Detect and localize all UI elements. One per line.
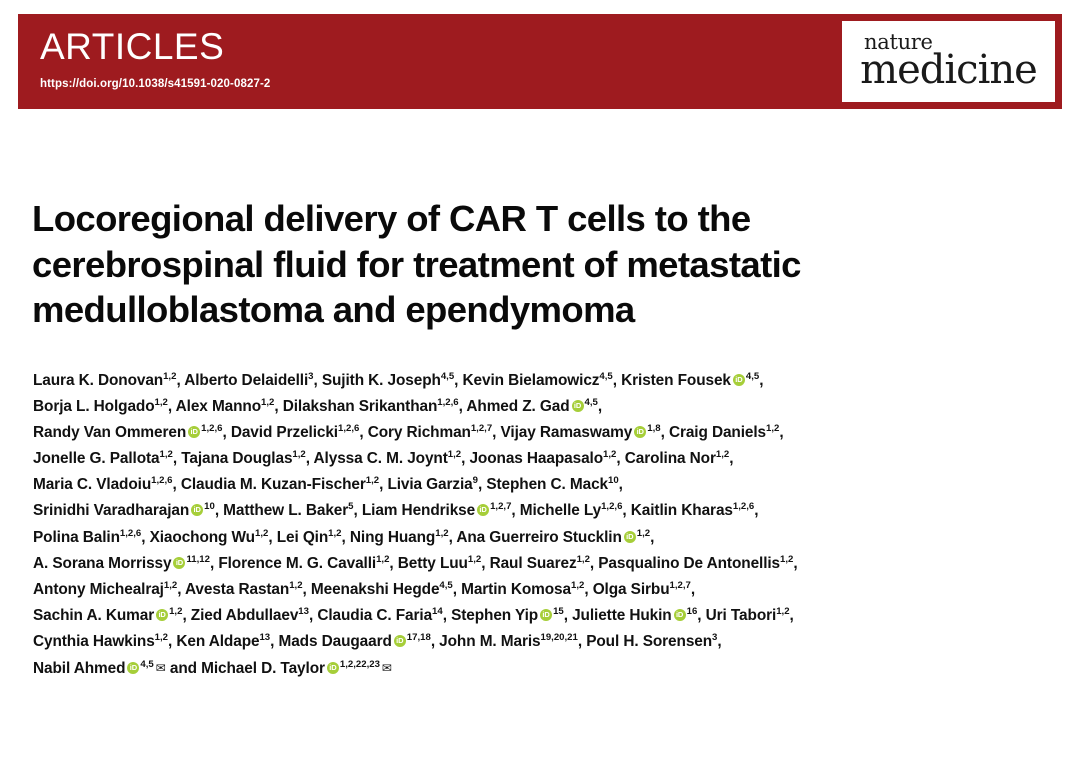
author-name[interactable]: Ning Huang [349,528,436,546]
author-affiliation-marker: 1,2 [365,475,380,487]
author-affiliation-marker: 1,2 [328,527,342,539]
author-name[interactable]: John M. Maris [439,632,541,650]
author-affiliation-marker: 1,2,7 [669,579,691,591]
author-affiliation-marker: 13 [298,605,309,617]
title-line-2: cerebrospinal fluid for treatment of metastatic [32,243,801,285]
author-list [33,368,1053,682]
author-affiliation-marker: 4,5 [140,658,154,670]
doi-link[interactable]: https://doi.org/10.1038/s41591-020-0827-2 [40,77,271,90]
author-affiliation-marker: 4,5 [440,370,455,382]
orcid-icon[interactable] [733,374,745,386]
author-affiliation-marker: 1,2 [435,527,449,539]
author-line: Antony Michealraj$^{1,2}$, Avesta Rastan$^{1,2}$, Meenakshi Hegde$^{4,5}$, Martin Komosa$^{1,2}$, Olga Sirbu$^{1,2,7}$, [33,579,696,598]
author-name[interactable]: Cynthia Hawkins [33,632,155,650]
author-affiliation-marker: 1,8 [647,423,661,435]
author-affiliation-marker: 4,5 [584,396,598,408]
author-name[interactable]: Borja L. Holgado [33,398,155,416]
author-name[interactable]: Liam Hendrikse [361,502,476,520]
author-name[interactable]: Zied Abdullaev [190,606,299,624]
orcid-icon[interactable] [540,609,552,621]
author-affiliation-marker: 1,2,6 [337,423,360,435]
author-name[interactable]: Ana Guerreiro Stucklin [456,528,622,546]
orcid-icon[interactable] [394,635,406,647]
author-name[interactable]: Alberto Delaidelli [184,372,309,389]
author-affiliation-marker: 1,2,6 [151,475,173,487]
orcid-icon[interactable] [477,504,489,516]
author-affiliation-marker: 17,18 [406,631,431,643]
author-line: Nabil Ahmed iD $^{4,5}$ ✉ and Michael D. Taylor iD $^{1,2,22,23}$ ✉ [33,655,1053,682]
author-line: Polina Balin$^{1,2,6}$, Xiaochong Wu$^{1,2}$, Lei Qin$^{1,2}$, Ning Huang$^{1,2}$, Ana Guerreiro Stucklin iD $^{1,2}$, [33,525,1053,551]
author-affiliation-marker: 10 [608,475,619,487]
author-name[interactable]: Betty Luu [397,554,468,572]
author-name[interactable]: Vijay Ramaswamy [500,424,633,442]
author-affiliation-marker: 4,5 [439,579,453,591]
author-name[interactable]: Laura K. Donovan [33,372,164,389]
orcid-icon[interactable] [327,662,339,674]
author-affiliation-marker: 1,2 [255,527,269,539]
orcid-icon[interactable] [191,504,203,516]
author-name[interactable]: David Przelicki [230,424,338,442]
author-affiliation-marker: 10 [204,501,215,513]
title-line-1: Locoregional delivery of CAR T cells to the [32,198,751,240]
author-name[interactable]: Ken Aldape [176,632,260,650]
author-name[interactable]: Livia Garzia [387,476,473,494]
author-affiliation-marker: 1,2 [636,527,651,539]
author-affiliation-marker: 1,2 [467,553,482,565]
author-name[interactable]: Claudia M. Kuzan-Fischer [180,476,366,494]
author-name[interactable]: Kristen Fousek [621,372,731,389]
author-name[interactable]: Avesta Rastan [184,580,290,598]
author-name[interactable]: Joonas Haapasalo [469,450,604,468]
author-affiliation-marker: 1,2 [154,396,168,408]
author-affiliation-marker: 9 [472,475,478,487]
author-name[interactable]: Meenakshi Hegde [310,580,440,598]
author-affiliation-marker: 1,2 [766,423,780,435]
author-affiliation-marker: 1,2,7 [470,423,493,435]
author-name[interactable]: Sachin A. Kumar [33,606,155,624]
author-affiliation-marker: 1,2,7 [490,501,512,513]
author-affiliation-marker: 1,2 [776,605,790,617]
author-affiliation-marker: 1,2 [447,449,462,461]
author-affiliation-marker: 3 [308,370,314,382]
author-affiliation-marker: 1,2 [289,579,303,591]
author-line: A. Sorana Morrissy iD $^{11,12}$, Florence M. G. Cavalli$^{1,2}$, Betty Luu$^{1,2}$, Raul Suarez$^{1,2}$, Pasqualino De Antonellis$^{1,2}$, [33,551,1053,577]
author-affiliation-marker: 1,2,22,23 [339,658,380,670]
author-affiliation-marker: 1,2 [570,579,585,591]
author-affiliation-marker: 1,2 [163,370,177,382]
author-name[interactable]: Polina Balin [33,528,120,546]
author-affiliation-marker: 5 [348,501,354,513]
author-name[interactable]: Poul H. Sorensen [586,632,713,650]
author-line: Cynthia Hawkins$^{1,2}$, Ken Aldape$^{13}$, Mads Daugaard iD $^{17,18}$, John M. Maris$^{19,20,21}$, Poul H. Sorensen$^3$, [33,629,1053,655]
author-name[interactable]: Michael D. Taylor [201,660,325,678]
article-header-band [18,14,1062,109]
author-affiliation-marker: 1,2,6 [732,501,755,513]
corresponding-author-envelope-icon[interactable]: ✉ [381,661,392,676]
author-name[interactable]: Kevin Bielamowicz [462,372,600,389]
orcid-icon[interactable] [624,531,636,543]
author-name[interactable]: Michelle Ly [519,502,602,520]
author-affiliation-marker: 1,2 [603,449,617,461]
author-line: Laura K. Donovan$^{1,2}$, Alberto Delaidelli$^3$, Sujith K. Joseph$^{4,5}$, Kevin Bielamowicz$^{4,5}$, Kristen Fousek iD $^{4,5}$, [33,368,1053,394]
author-name[interactable]: Raul Suarez [489,554,577,572]
author-affiliation-marker: 1,2 [154,631,168,643]
section-label: ARTICLES [40,26,225,67]
author-affiliation-marker: 1,2,6 [601,501,623,513]
orcid-icon[interactable] [127,662,139,674]
orcid-icon[interactable] [173,557,185,569]
author-line: Jonelle G. Pallota$^{1,2}$, Tajana Douglas$^{1,2}$, Alyssa C. M. Joynt$^{1,2}$, Joonas Haapasalo$^{1,2}$, Carolina Nor$^{1,2}$, [33,449,734,468]
author-affiliation-marker: 1,2 [576,553,590,565]
author-name[interactable]: Mads Daugaard [278,632,392,650]
header-left [18,14,842,109]
author-name[interactable]: Alyssa C. M. Joynt [313,450,448,468]
author-name[interactable]: Craig Daniels [668,424,767,442]
author-affiliation-marker: 11,12 [186,553,210,565]
author-affiliation-marker: 1,2 [292,449,306,461]
author-line: Randy Van Ommeren iD $^{1,2,6}$, David Przelicki$^{1,2,6}$, Cory Richman$^{1,2,7}$, Vijay Ramaswamy iD $^{1,8}$, Craig Daniels$^{1,2}$, [33,420,1053,446]
author-affiliation-marker: 1,2 [780,553,794,565]
author-name[interactable]: Randy Van Ommeren [33,424,187,442]
author-affiliation-marker: 13 [259,631,271,643]
corresponding-author-envelope-icon[interactable]: ✉ [155,661,166,676]
author-affiliation-marker: 1,2,6 [201,423,223,435]
author-name[interactable]: Nabil Ahmed [33,660,126,678]
journal-name-nature: nature [864,29,933,54]
author-name[interactable]: Ahmed Z. Gad [466,398,570,416]
author-name[interactable]: Lei Qin [276,528,329,546]
author-affiliation-marker: 19,20,21 [540,631,578,643]
author-line: Srinidhi Varadharajan iD $^{10}$, Matthew L. Baker$^5$, Liam Hendrikse iD $^{1,2,7}$, Michelle Ly$^{1,2,6}$, Kaitlin Kharas$^{1,2,6}$, [33,498,1053,524]
journal-logo [842,21,1055,102]
author-affiliation-marker: 1,2 [159,449,173,461]
author-affiliation-marker: 1,2,6 [119,527,142,539]
author-affiliation-marker: 4,5 [745,370,760,382]
author-affiliation-marker: 3 [712,631,718,643]
author-name[interactable]: Matthew L. Baker [223,502,349,520]
author-name[interactable]: Carolina Nor [624,450,716,468]
author-name[interactable]: Uri Tabori [705,606,777,624]
author-name[interactable]: Stephen Yip [451,606,539,624]
author-name[interactable]: Florence M. G. Cavalli [218,554,377,572]
author-line: Borja L. Holgado$^{1,2}$, Alex Manno$^{1,2}$, Dilakshan Srikanthan$^{1,2,6}$, Ahmed Z. Gad iD $^{4,5}$, [33,394,1053,420]
author-affiliation-marker: 1,2 [261,396,275,408]
author-name[interactable]: Srinidhi Varadharajan [33,502,190,520]
orcid-icon[interactable] [156,609,168,621]
author-name[interactable]: Claudia C. Faria [317,606,433,624]
author-affiliation-marker: 1,2,6 [437,396,459,408]
author-name[interactable]: A. Sorana Morrissy [33,554,172,572]
author-name[interactable]: Alex Manno [175,398,262,416]
orcid-icon[interactable] [572,400,584,412]
author-affiliation-marker: 14 [432,605,443,617]
orcid-icon[interactable] [674,609,686,621]
orcid-icon[interactable] [634,426,646,438]
author-line: Maria C. Vladoiu$^{1,2,6}$, Claudia M. Kuzan-Fischer$^{1,2}$, Livia Garzia$^9$, Stephen C. Mack$^{10}$, [33,475,623,494]
author-name[interactable]: Jonelle G. Pallota [33,450,160,468]
author-affiliation-marker: 1,2 [163,579,178,591]
author-affiliation-marker: 1,2 [169,605,183,617]
author-name[interactable]: Martin Komosa [461,580,571,598]
author-name[interactable]: Olga Sirbu [592,580,670,598]
author-name[interactable]: Antony Michealraj [33,580,164,598]
author-affiliation-marker: 16 [686,605,698,617]
author-name[interactable]: Pasqualino De Antonellis [598,554,781,572]
author-affiliation-marker: 4,5 [599,370,613,382]
author-name[interactable]: Juliette Hukin [572,606,672,624]
author-name[interactable]: Kaitlin Kharas [630,502,733,520]
title-line-3: medulloblastoma and ependymoma [32,288,635,330]
author-name[interactable]: Tajana Douglas [181,450,293,468]
author-name[interactable]: Cory Richman [367,424,471,442]
author-affiliation-marker: 1,2 [376,553,390,565]
orcid-icon[interactable] [188,426,200,438]
author-affiliation-marker: 15 [553,605,564,617]
author-line: Sachin A. Kumar iD $^{1,2}$, Zied Abdullaev$^{13}$, Claudia C. Faria$^{14}$, Stephen Yip iD $^{15}$, Juliette Hukin iD $^{16}$, Uri Tabori$^{1,2}$, [33,603,1053,629]
author-name[interactable]: Dilakshan Srikanthan [282,398,438,416]
page-title [32,196,1032,332]
journal-name-medicine: medicine [860,47,1037,94]
author-name[interactable]: Xiaochong Wu [149,528,255,546]
author-name[interactable]: Maria C. Vladoiu [33,476,152,494]
author-name[interactable]: Stephen C. Mack [486,476,608,494]
author-affiliation-marker: 1,2 [715,449,730,461]
author-name[interactable]: Sujith K. Joseph [321,372,441,389]
